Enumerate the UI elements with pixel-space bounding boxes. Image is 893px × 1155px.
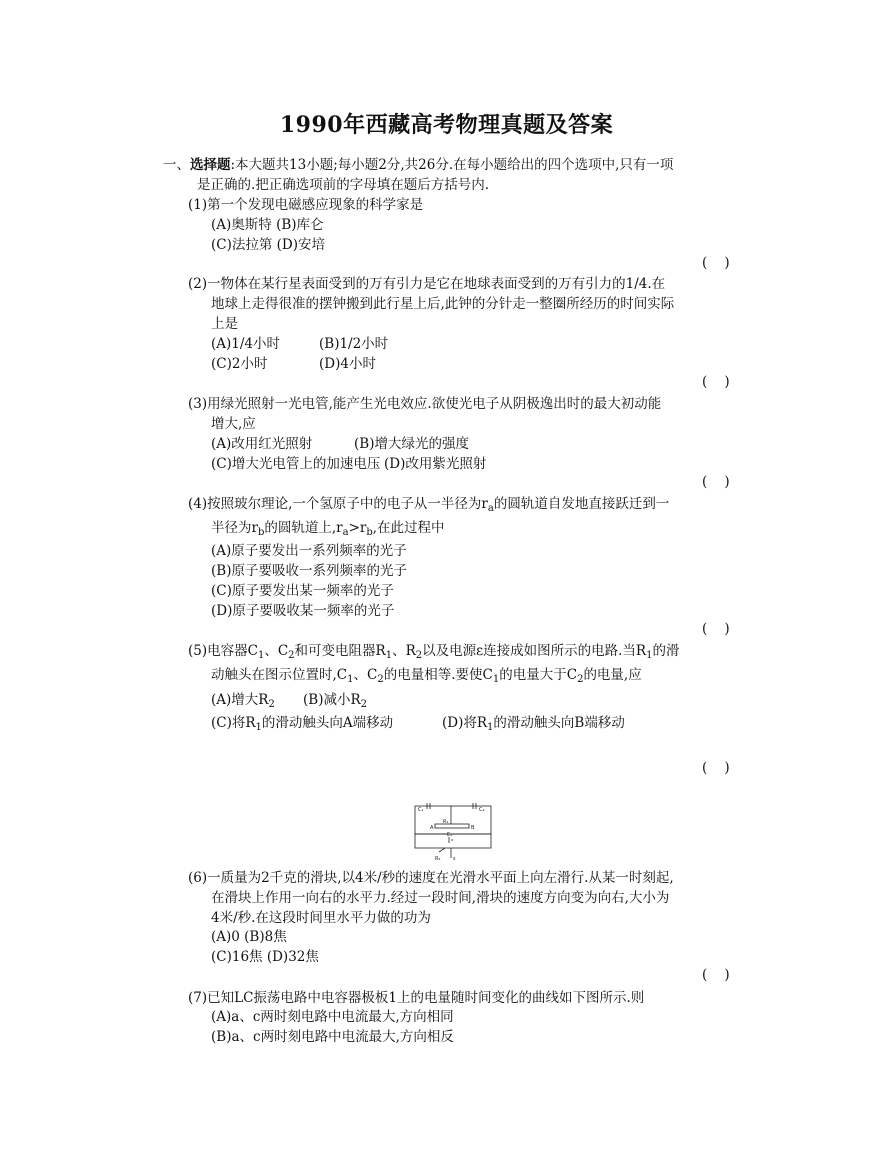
q5-text-11: 的电量,应 bbox=[583, 667, 642, 683]
q4-stem-text-4: 的圆轨道上,r bbox=[264, 520, 343, 536]
q6-options-row-2: (C)16焦 (D)32焦 bbox=[211, 949, 319, 965]
q5-option-d-text-2: 的滑动触头向B端移动 bbox=[493, 715, 625, 731]
q5-sub-c1: 1 bbox=[257, 650, 265, 661]
q5-sub-r1b: 1 bbox=[646, 650, 653, 661]
q4-sub-b-1: b bbox=[257, 527, 265, 538]
q5-sub-c2b: 2 bbox=[377, 674, 384, 685]
q4-stem-text-5: >r bbox=[348, 520, 367, 536]
q5-option-a-text: (A)增大R bbox=[211, 692, 269, 708]
q2-stem-line-1: (2)一物体在某行星表面受到的万有引力是它在地球表面受到的万有引力的1/4.在 bbox=[188, 276, 666, 292]
circuit-lower-loop bbox=[415, 834, 491, 848]
circuit-label-b: B bbox=[471, 825, 475, 831]
page-title: 1990年西藏高考物理真题及答案 bbox=[279, 112, 614, 138]
q5-option-d-text-1: (D)将R bbox=[442, 715, 488, 731]
q2-answer-bracket: ( ) bbox=[702, 374, 730, 390]
q5-text-6: 的滑 bbox=[652, 643, 680, 659]
q5-option-c-text-1: (C)将R bbox=[211, 715, 256, 731]
q4-stem-line-1 bbox=[188, 494, 669, 514]
circuit-label-eps: ε bbox=[453, 856, 456, 862]
q4-stem-text-6: ,在此过程中 bbox=[372, 520, 445, 536]
q5-text-2: 、C bbox=[264, 643, 289, 659]
q5-sub-r2: 2 bbox=[415, 650, 423, 661]
q3-answer-bracket: ( ) bbox=[702, 474, 730, 490]
q6-stem-line-3: 4米/秒.在这段时间里水平力做的功为 bbox=[211, 910, 431, 926]
q4-option-b: (B)原子要吸收一系列频率的光子 bbox=[211, 563, 407, 579]
q5-option-d-sub: 1 bbox=[487, 722, 494, 733]
q2-stem-line-2: 地球上走得很准的摆钟搬到此行星上后,此钟的分针走一整圈所经历的时间实际 bbox=[211, 296, 675, 312]
section-intro-line-2: 是正确的.把正确选项前的字母填在题后方括号内. bbox=[197, 177, 490, 193]
q4-answer-bracket: ( ) bbox=[702, 621, 730, 637]
q5-answer-bracket: ( ) bbox=[702, 760, 730, 776]
q5-option-a-sub: 2 bbox=[268, 699, 275, 710]
circuit-label-r1: R₁ bbox=[443, 819, 449, 825]
q5-option-c-text-2: 的滑动触头向A端移动 bbox=[261, 715, 394, 731]
q5-text-4: 、R bbox=[392, 643, 416, 659]
q4-stem-text-3: 半径为r bbox=[211, 520, 258, 536]
q2-option-a: (A)1/4小时 bbox=[211, 336, 281, 352]
q5-option-c bbox=[211, 713, 393, 733]
q5-text-7: 动触头在图示位置时,C bbox=[211, 667, 348, 683]
q2-option-b: (B)1/2小时 bbox=[319, 336, 389, 352]
q4-stem-text-2: 的圆轨道自发地直接跃迁到一 bbox=[493, 496, 670, 512]
q5-option-b bbox=[303, 690, 367, 710]
q3-stem-line-2: 增大,应 bbox=[211, 416, 256, 432]
q1-stem: (1)第一个发现电磁感应现象的科学家是 bbox=[188, 197, 424, 213]
q4-stem-text-1: (4)按照玻尔理论,一个氢原子中的电子从一半径为r bbox=[188, 496, 488, 512]
q5-option-c-sub: 1 bbox=[255, 722, 262, 733]
rheostat-r2-arrow bbox=[439, 848, 445, 852]
q2-option-c: (C)2小时 bbox=[211, 356, 268, 372]
circuit-label-a: A bbox=[430, 825, 434, 831]
q4-sub-a-2: a bbox=[342, 527, 349, 538]
section-intro-line-1 bbox=[163, 155, 673, 175]
q1-answer-bracket: ( ) bbox=[702, 255, 730, 271]
q5-text-3: 和可变电阻器R bbox=[294, 643, 386, 659]
circuit-label-r2: R₂ bbox=[435, 856, 441, 862]
q3-stem-line-1: (3)用绿光照射一光电管,能产生光电效应.欲使光电子从阴极逸出时的最大初动能 bbox=[188, 396, 662, 412]
q5-circuit-diagram bbox=[413, 802, 493, 864]
q4-sub-b-2: b bbox=[366, 527, 373, 538]
q7-option-a: (A)a、c两时刻电路中电流最大,方向相同 bbox=[211, 1009, 454, 1025]
q5-text-10: 的电量大于C bbox=[499, 667, 578, 683]
q4-option-d: (D)原子要吸收某一频率的光子 bbox=[211, 603, 395, 619]
q5-stem-line-2 bbox=[211, 665, 642, 685]
q5-sub-c1b: 1 bbox=[347, 674, 354, 685]
q4-option-a: (A)原子要发出一系列频率的光子 bbox=[211, 543, 407, 559]
q6-stem-line-2: 在滑块上作用一向右的水平力.经过一段时间,滑块的速度方向变为向右,大小为 bbox=[211, 890, 670, 906]
section-intro-text: :本大题共13小题;每小题2分,共26分.在每小题给出的四个选项中,只有一项 bbox=[230, 157, 674, 173]
q2-option-d: (D)4小时 bbox=[319, 356, 376, 372]
q5-sub-c1c: 1 bbox=[492, 674, 500, 685]
q5-option-b-sub: 2 bbox=[360, 699, 367, 710]
circuit-label-e: E₁ bbox=[447, 832, 453, 838]
q1-options-row-2: (C)法拉第 (D)安培 bbox=[211, 237, 326, 253]
q5-option-d bbox=[442, 713, 625, 733]
q5-text-8: 、C bbox=[353, 667, 378, 683]
q6-stem-line-1: (6)一质量为2千克的滑块,以4米/秒的速度在光滑水平面上向左滑行.从某一时刻起, bbox=[188, 870, 674, 886]
q5-sub-c2c: 2 bbox=[577, 674, 584, 685]
q5-text-9: 的电量相等.要使C bbox=[383, 667, 493, 683]
q4-option-c: (C)原子要发出某一频率的光子 bbox=[211, 583, 394, 599]
rheostat-r1 bbox=[435, 824, 469, 828]
section-number: 一、 bbox=[163, 157, 190, 173]
q5-sub-r1: 1 bbox=[385, 650, 393, 661]
q2-stem-line-3: 上是 bbox=[211, 316, 238, 332]
q6-answer-bracket: ( ) bbox=[702, 967, 730, 983]
q3-option-c: (C)增大光电管上的加速电压 bbox=[211, 456, 381, 472]
circuit-label-c2: C₂ bbox=[479, 807, 485, 813]
q4-stem-line-2 bbox=[211, 518, 445, 538]
q3-option-d: (D)改用紫光照射 bbox=[384, 456, 487, 472]
section-heading: 选择题 bbox=[190, 157, 231, 173]
q5-text-5: 以及电源ε连接成如图所示的电路.当R bbox=[422, 643, 647, 659]
q6-options-row-1: (A)0 (B)8焦 bbox=[211, 929, 287, 945]
q5-text-1: (5)电容器C bbox=[188, 643, 258, 659]
circuit-label-c1: C₁ bbox=[418, 807, 424, 813]
q7-stem: (7)已知LC振荡电路中电容器极板1上的电量随时间变化的曲线如下图所示.则 bbox=[188, 990, 645, 1006]
q7-option-b: (B)a、c两时刻电路中电流最大,方向相反 bbox=[211, 1029, 454, 1045]
q5-option-b-text: (B)减小R bbox=[303, 692, 361, 708]
q1-options-row-1: (A)奥斯特 (B)库仑 bbox=[211, 217, 324, 233]
q5-stem-line-1 bbox=[188, 641, 679, 661]
q4-sub-a: a bbox=[487, 503, 494, 514]
q5-sub-c2: 2 bbox=[288, 650, 295, 661]
q3-option-b: (B)增大绿光的强度 bbox=[354, 436, 469, 452]
q5-option-a bbox=[211, 690, 275, 710]
q3-option-a: (A)改用红光照射 bbox=[211, 436, 313, 452]
